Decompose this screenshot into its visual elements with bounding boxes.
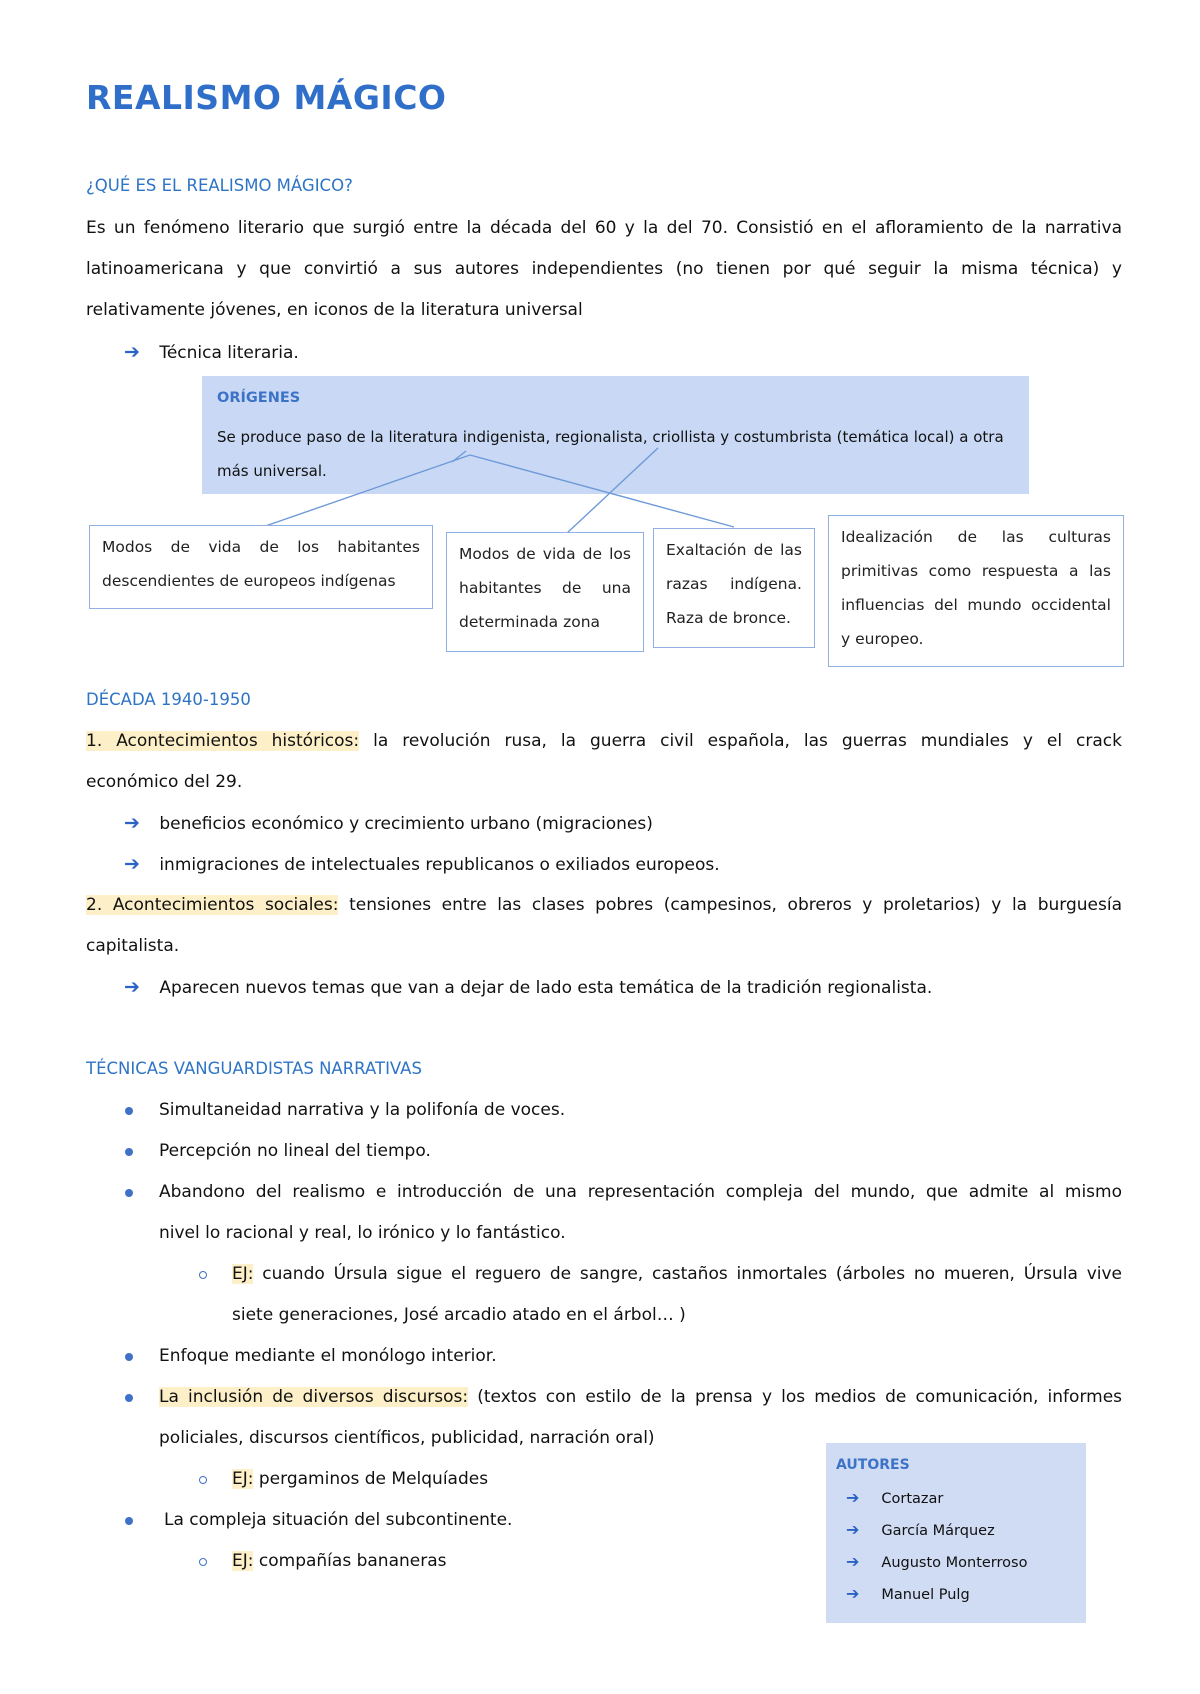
example-text: pergaminos de Melquíades [253,1469,489,1489]
bullet-icon [125,1189,133,1197]
connector-line [566,448,658,534]
sub-bullet-icon [199,1271,207,1279]
historical-events-cont: económico del 29. [86,772,243,792]
arrow-item-text: Aparecen nuevos temas que van a dejar de lado esta temática de la tradición regionalista. [159,978,933,998]
sub-bullet-icon [199,1476,207,1484]
connector-line [470,455,734,527]
social-events-cont: capitalista. [86,936,180,956]
arrow-item-text: Técnica literaria. [159,343,299,363]
example-banana [232,1541,446,1582]
historical-events-text: la revolución rusa, la guerra civil española, las guerras mundiales y el crack [359,731,1122,751]
technique-discourses-line2: policiales, discursos científicos, publicidad, narración oral) [159,1428,655,1448]
example-text: cuando Úrsula sigue el reguero de sangre, castaños inmortales (árboles no mueren, Úrsula vive [253,1264,1122,1284]
arrow-item-benefits [124,803,653,845]
arrow-icon: ➔ [846,1552,860,1571]
technique-realism-line1: Abandono del realismo e introducción de una representación compleja del mundo, que admite al mismo [159,1182,1122,1202]
author-name: Manuel Pulg [881,1587,970,1603]
technique-time: Percepción no lineal del tiempo. [159,1141,431,1161]
technique-discourses-line1 [159,1377,1122,1418]
author-name: Augusto Monterroso [881,1555,1028,1571]
example-label: EJ: [232,1264,254,1284]
social-events-text: tensiones entre las clases pobres (campesinos, obreros y proletarios) y la burguesía [338,895,1122,915]
example-ursula-line1 [232,1254,1122,1295]
example-label: EJ: [232,1551,254,1571]
arrow-item-immigration [124,844,720,886]
technique-monologue: Enfoque mediante el monólogo interior. [159,1346,497,1366]
origins-heading: ORÍGENES [217,390,301,406]
author-name: Cortazar [881,1491,944,1507]
section-heading-techniques: TÉCNICAS VANGUARDISTAS NARRATIVAS [86,1059,422,1078]
bullet-icon [125,1517,133,1525]
author-item [846,1520,995,1539]
sub-bullet-icon [199,1558,207,1566]
authors-heading: AUTORES [836,1457,910,1473]
arrow-item-text: beneficios económico y crecimiento urbano (migraciones) [159,814,653,834]
diagram-box-1: Modos de vida de los habitantes descendientes de europeos indígenas [89,525,433,609]
author-item [846,1584,970,1603]
authors-box [826,1443,1086,1623]
social-events-line [86,885,1122,926]
technique-subcontinent: La compleja situación del subcontinente. [164,1510,513,1530]
example-melquiades [232,1459,488,1500]
diagram-box-4: Idealización de las culturas primitivas como respuesta a las influencias del mundo occidental y europeo. [828,515,1124,667]
page-title: REALISMO MÁGICO [86,78,447,117]
historical-events-line [86,721,1122,762]
author-item [846,1488,943,1507]
example-ursula-line2: siete generaciones, José arcadio atado en el árbol… ) [232,1305,686,1325]
example-label: EJ: [232,1469,254,1489]
bullet-icon [125,1107,133,1115]
arrow-icon: ➔ [846,1488,860,1507]
social-events-label: 2. Acontecimientos sociales: [86,895,339,915]
arrow-item-text: inmigraciones de intelectuales republicanos o exiliados europeos. [159,855,720,875]
diagram-box-3: Exaltación de las razas indígena. Raza de bronce. [653,528,815,648]
diagram-box-2: Modos de vida de los habitantes de una determinada zona [446,532,644,652]
arrow-icon: ➔ [124,812,140,834]
discourses-label: La inclusión de diversos discursos: [159,1387,469,1407]
bullet-icon [125,1148,133,1156]
author-name: García Márquez [881,1523,995,1539]
arrow-icon: ➔ [846,1584,860,1603]
arrow-icon: ➔ [846,1520,860,1539]
technique-realism-line2: nivel lo racional y real, lo irónico y lo fantástico. [159,1223,566,1243]
historical-events-label: 1. Acontecimientos históricos: [86,731,360,751]
bullet-icon [125,1394,133,1402]
section-heading-what-is: ¿QUÉ ES EL REALISMO MÁGICO? [86,176,353,195]
arrow-icon: ➔ [124,853,140,875]
arrow-icon: ➔ [124,341,140,363]
discourses-text: (textos con estilo de la prensa y los medios de comunicación, informes [468,1387,1123,1407]
technique-simultaneity: Simultaneidad narrativa y la polifonía de voces. [159,1100,566,1120]
intro-paragraph: Es un fenómeno literario que surgió entre la década del 60 y la del 70. Consistió en el afloramiento de la narrativa latinoamericana y que convirtió a sus autores independientes (no tienen por qué seguir la misma técnica) y relativamente jóvenes, en iconos de la literatura universal [86,218,1122,320]
bullet-icon [125,1353,133,1361]
origins-text: Se produce paso de la literatura indigenista, regionalista, criollista y costumbrista (temática local) a otra más universal. [217,428,1004,480]
arrow-item-new-themes [124,967,932,1009]
connector-line [254,455,470,530]
author-item [846,1552,1027,1571]
example-text: compañías bananeras [253,1551,447,1571]
section-heading-decade: DÉCADA 1940-1950 [86,690,251,709]
arrow-icon: ➔ [124,976,140,998]
